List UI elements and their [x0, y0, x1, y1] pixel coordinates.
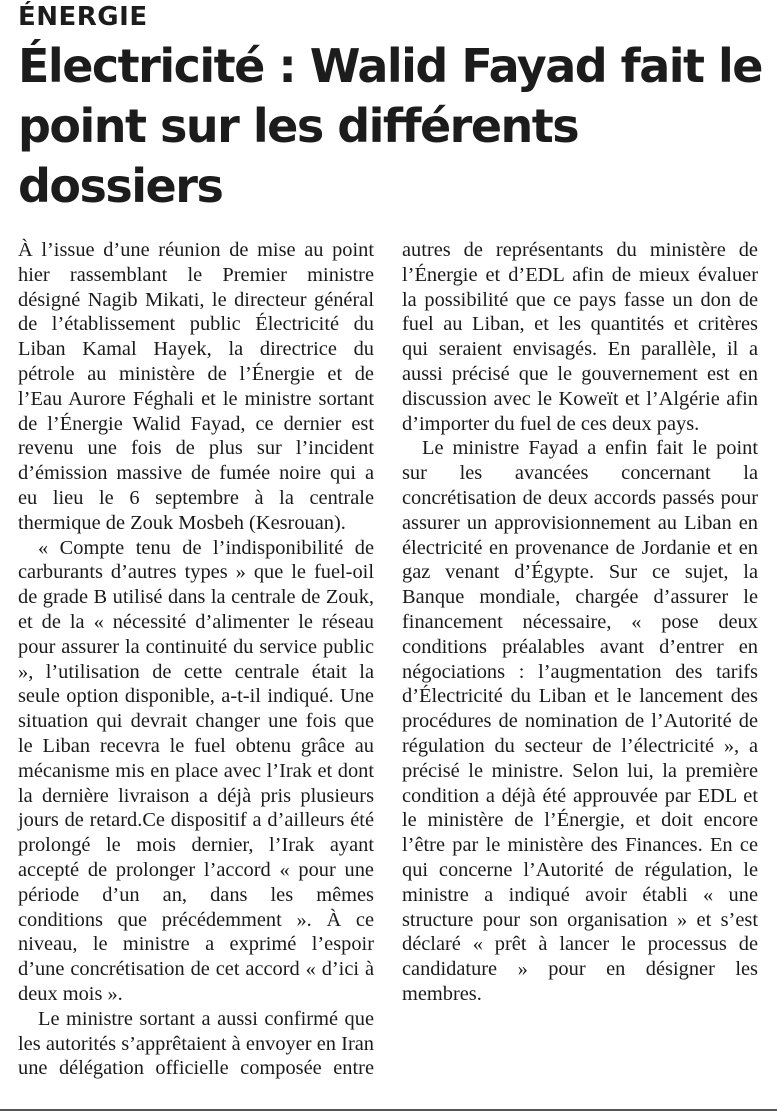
article-body: [18, 238, 758, 1104]
paragraph-1: À l’issue d’une réunion de mise au point hier rassemblant le Premier ministre désigné Nagib Mikati, le directeur général de l’établissement public Électricité du Liban Kamal Hayek, la directrice du pétrole au ministère de l’Énergie et de l’Eau Aurore Féghali et le ministre sortant de l’Énergie Walid Fayad, ce dernier est revenu une fois de plus sur l’incident d’émission massive de fumée noire qui a eu lieu le 6 septembre à la centrale thermique de Zouk Mosbeh (Kesrouan).: [18, 239, 374, 534]
paragraph-2: « Compte tenu de l’indisponibilité de carburants d’autres types » que le fuel-oil de grade B utilisé dans la centrale de Zouk, et de la « nécessité d’alimenter le réseau pour assurer la continuité du service public », l’utilisation de cette centrale était la seule option disponible, a-t-il indiqué. Une situation qui devrait changer une fois que le Liban recevra le fuel obtenu grâce au mécanisme mis en place avec l’Irak et dont la dernière livraison a déjà pris plusieurs jours de retard.Ce dispositif a d’ailleurs été prolongé le mois dernier, l’Irak ayant accepté de prolonger l’accord « pour une période d’un an, dans les mêmes conditions que précédemment ». À ce niveau, le ministre a exprimé l’espoir d’une concrétisation de cet accord « d’ici à deux mois ».: [18, 536, 374, 1005]
bottom-rule: [0, 1109, 777, 1111]
article-headline: Électricité : Walid Fayad fait le point sur les différents dossiers: [18, 39, 762, 213]
section-kicker: ÉNERGIE: [18, 2, 148, 32]
paragraph-4: Le ministre Fayad a enfin fait le point sur les avancées concernant la concrétisation de deux accords passés pour assurer un approvisionnement au Liban en électricité en provenance de Jordanie et en gaz venant d’Égypte. Sur ce sujet, la Banque mondiale, chargée d’assurer le financement nécessaire, « pose deux conditions préalables avant d’entrer en négociations : l’augmentation des tarifs d’Électricité du Liban et le lancement des procédures de nomination de l’Autorité de régulation du secteur de l’électricité », a précisé le ministre. Selon lui, la première condition a déjà été approuvée par EDL et le ministère de l’Énergie, et doit encore l’être par le ministère des Finances. En ce qui concerne l’Autorité de régulation, le ministre a indiqué avoir établi « une structure pour son organisation » et s’est déclaré « prêt à lancer le processus de candidature » pour en désigner les membres.: [402, 437, 758, 1005]
paragraph-3: Le ministre sortant a aussi confirmé que les autorités s’apprêtaient à envoyer en Iran une délégation officielle composée entre autres de représentants du ministère de l’Énergie et d’EDL afin de mieux évaluer la possibilité que ce pays fasse un don de fuel au Liban, et les quantités et critères qui seraient envisagés. En parallèle, il a aussi précisé que le gouvernement est en discussion avec le Koweït et l’Algérie afin d’importer du fuel de ces deux pays.: [18, 239, 758, 1080]
